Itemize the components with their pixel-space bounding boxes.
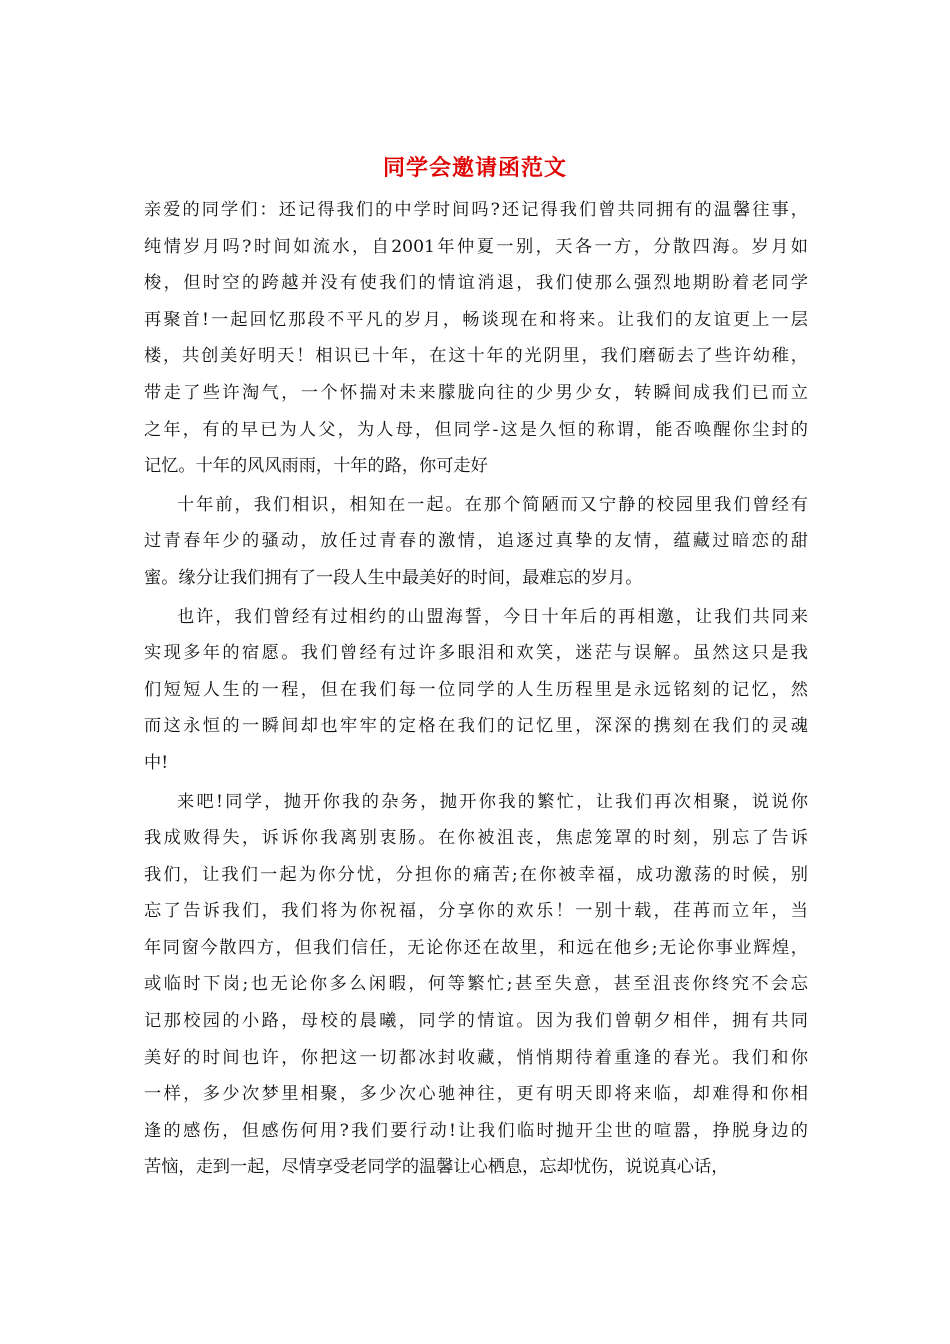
text-line: 带走了些许淘气，一个怀揣对未来朦胧向往的少男少女，转瞬间成我们已而立 [144, 382, 808, 403]
text-line: 我们，让我们一起为你分忧，分担你的痛苦;在你被幸福，成功激荡的时候，别 [144, 864, 808, 885]
text-line: 之年，有的早已为人父，为人母，但同学-这是久恒的称谓，能否唤醒你尘封的 [144, 419, 808, 440]
document-title: 同学会邀请函范文 [382, 155, 567, 181]
paragraph [144, 784, 808, 1187]
text-line: 中! [144, 752, 169, 773]
text-line: 我成败得失，诉诉你我离别衷肠。在你被沮丧，焦虑笼罩的时刻，别忘了告诉 [144, 828, 808, 849]
text-line: 过青春年少的骚动，放任过青春的激情，追逐过真挚的友情，蕴藏过暗恋的甜 [144, 531, 808, 552]
text-line: 纯情岁月吗?时间如流水，自2001年仲夏一别，天各一方，分散四海。岁月如 [144, 236, 808, 257]
text-line: 十年前，我们相识，相知在一起。在那个简陋而又宁静的校园里我们曾经有 [177, 494, 808, 515]
paragraph [144, 192, 808, 485]
text-line: 梭，但时空的跨越并没有使我们的情谊消退，我们使那么强烈地期盼着老同学 [144, 273, 808, 294]
text-line: 美好的时间也许，你把这一切都冰封收藏，悄悄期待着重逢的春光。我们和你 [144, 1047, 808, 1068]
text-line: 蜜。缘分让我们拥有了一段人生中最美好的时间，最难忘的岁月。 [144, 567, 643, 588]
text-line: 实现多年的宿愿。我们曾经有过许多眼泪和欢笑，迷茫与误解。虽然这只是我 [144, 643, 808, 664]
text-line: 记那校园的小路，母校的晨曦，同学的情谊。因为我们曾朝夕相伴，拥有共同 [144, 1011, 808, 1032]
text-line: 们短短人生的一程，但在我们每一位同学的人生历程里是永远铭刻的记忆，然 [144, 679, 808, 700]
text-line: 或临时下岗;也无论你多么闲暇，何等繁忙;甚至失意，甚至沮丧你终究不会忘 [144, 974, 808, 995]
text-line: 也许，我们曾经有过相约的山盟海誓，今日十年后的再相邀，让我们共同来 [177, 606, 808, 627]
text-line: 来吧!同学，抛开你我的杂务，抛开你我的繁忙，让我们再次相聚，说说你 [177, 791, 808, 812]
text-line: 而这永恒的一瞬间却也牢牢的定格在我们的记忆里，深深的携刻在我们的灵魂 [144, 716, 808, 737]
text-line: 苦恼，走到一起，尽情享受老同学的温馨让心栖息，忘却忧伤，说说真心话， [144, 1157, 729, 1178]
text-line: 一样，多少次梦里相聚，多少次心驰神往，更有明天即将来临，却难得和你相 [144, 1084, 808, 1105]
document-body [144, 192, 808, 1186]
text-line: 忘了告诉我们，我们将为你祝福，分享你的欢乐！一别十载，荏苒而立年，当 [144, 901, 808, 922]
text-line: 再聚首!一起回忆那段不平凡的岁月，畅谈现在和将来。让我们的友谊更上一层 [144, 309, 808, 330]
paragraph [144, 487, 808, 597]
paragraph [144, 599, 808, 782]
text-line: 年同窗今散四方，但我们信任，无论你还在故里，和远在他乡;无论你事业辉煌， [144, 937, 808, 958]
text-line: 亲爱的同学们：还记得我们的中学时间吗?还记得我们曾共同拥有的温馨往事， [144, 200, 808, 220]
text-line: 逢的感伤，但感伤何用?我们要行动!让我们临时抛开尘世的喧嚣，挣脱身边的 [144, 1120, 808, 1141]
text-line: 记忆。十年的风风雨雨，十年的路，你可走好 [144, 456, 488, 477]
text-line: 楼，共创美好明天！相识已十年，在这十年的光阴里，我们磨砺去了些许幼稚， [144, 346, 808, 367]
